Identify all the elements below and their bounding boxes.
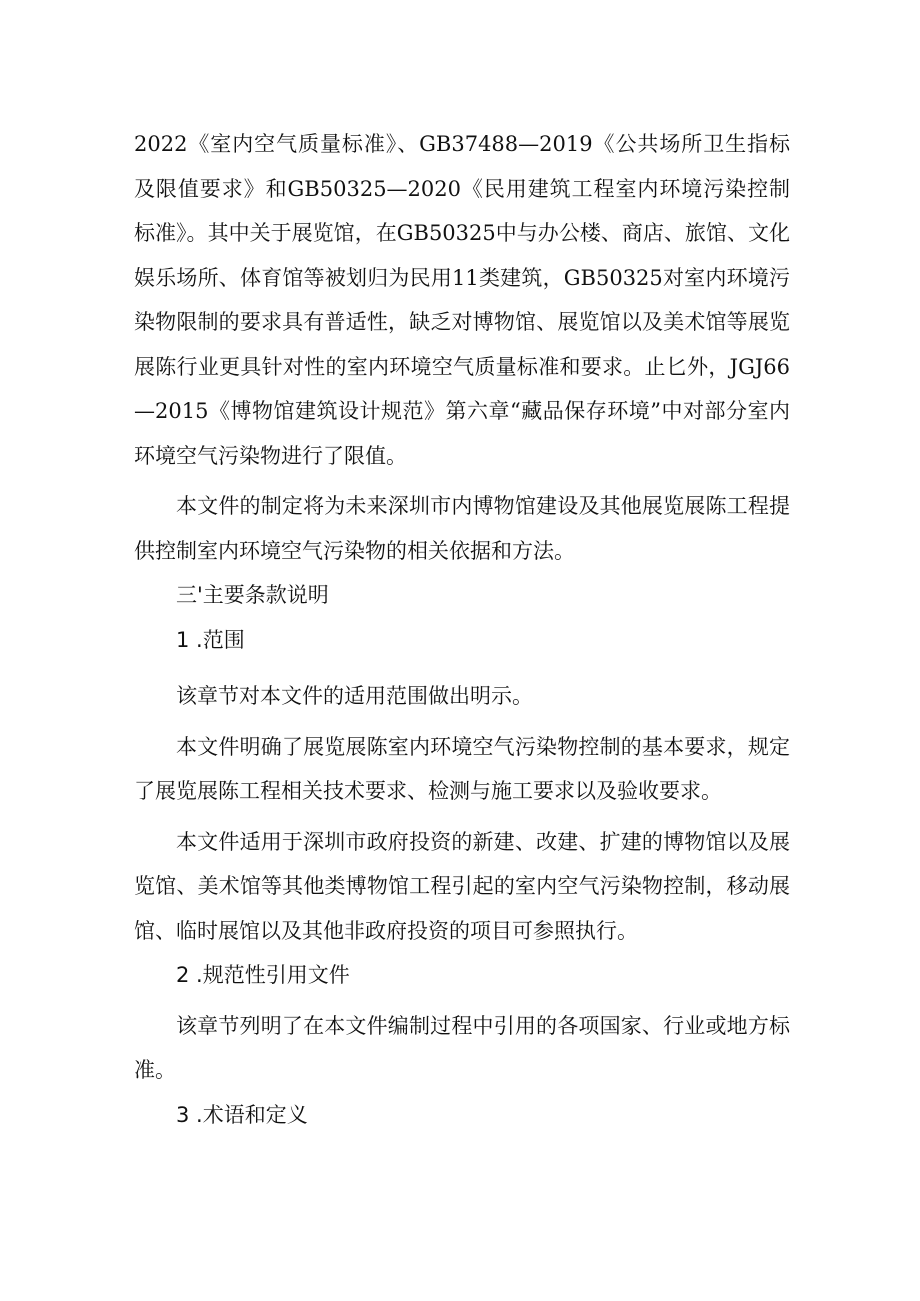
paragraph-normative-references: 该章节列明了在本文件编制过程中引用的各项国家、行业或地方标准。 (134, 1013, 790, 1082)
paragraph-standards-background: 2022《室内空气质量标准》、GB37488—2019《公共场所卫生指标及限值要求》和GB50325—2020《民用建筑工程室内环境污染控制标准》。其中关于展览馆，在GB50325中与办公楼、商店、旅馆、文化娱乐场所、体育馆等被划归为民用11类建筑，GB50325对室内环境污染物限制的要求具有普适性，缺乏对博物馆、展览馆以及美术馆等展览展陈行业更具针对性的室内环境空气质量标准和要求。止匕外，JGJ66—2015《博物馆建筑设计规范》第六章“藏品保存环境”中对部分室内环境空气污染物进行了限值。 (134, 132, 790, 468)
paragraph-scope-requirements: 本文件明确了展览展陈室内环境空气污染物控制的基本要求，规定了展览展陈工程相关技术要求、检测与施工要求以及验收要求。 (134, 734, 790, 803)
item-heading-scope: 1 .范围 (176, 627, 245, 652)
item-heading-terms-definitions: 3 .术语和定义 (176, 1102, 308, 1127)
section-heading-main-clauses: 三'主要条款说明 (176, 583, 329, 607)
paragraph-purpose: 本文件的制定将为未来深圳市内博物馆建设及其他展览展陈工程提供控制室内环境空气污染物的相关依据和方法。 (134, 494, 790, 563)
item-heading-normative-references: 2 .规范性引用文件 (176, 963, 350, 987)
paragraph-scope-applicability: 本文件适用于深圳市政府投资的新建、改建、扩建的博物馆以及展览馆、美术馆等其他类博物馆工程引起的室内空气污染物控制，移动展馆、临时展馆以及其他非政府投资的项目可参照执行。 (134, 829, 790, 943)
paragraph-scope-intro: 该章节对本文件的适用范围做出明示。 (176, 684, 533, 708)
document-body (134, 122, 790, 1137)
